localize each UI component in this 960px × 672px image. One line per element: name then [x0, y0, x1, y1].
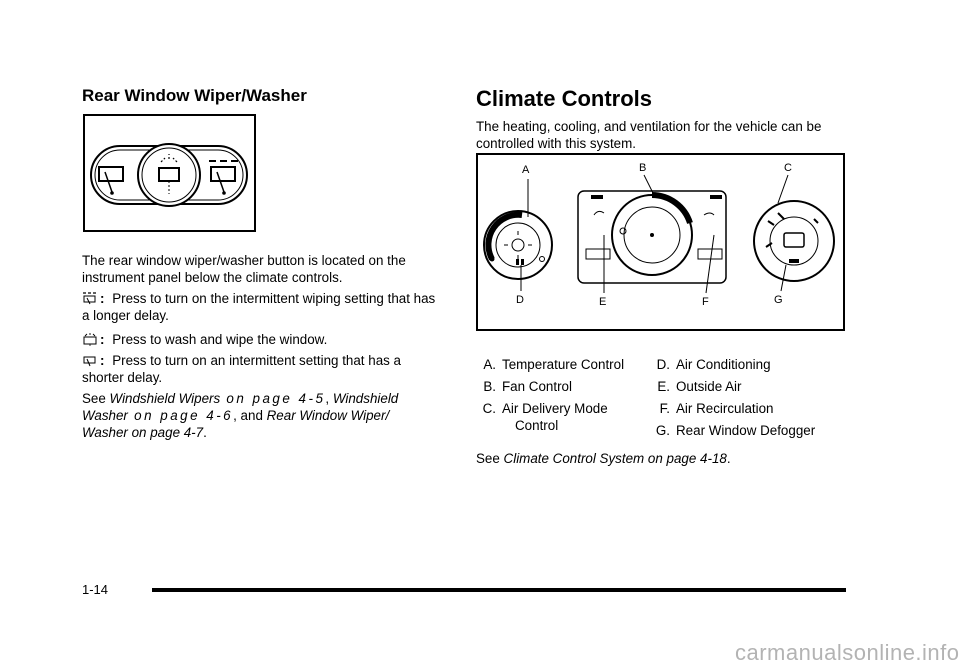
rear-wiper-item-wash — [82, 331, 442, 348]
section-heading-climate: Climate Controls — [476, 86, 653, 111]
link-rear-window-wiper[interactable]: Rear Window Wiper/ — [266, 408, 390, 423]
climate-panel-illustration — [478, 155, 843, 329]
separator: , — [325, 391, 333, 406]
link-rear-window-wiper-cont[interactable]: Washer on page 4-7 — [82, 425, 204, 440]
legend-item: E. Outside Air — [657, 379, 742, 394]
legend-item: D. Air Conditioning — [656, 357, 771, 372]
rear-wiper-switch-illustration — [85, 116, 254, 230]
intermittent-short-delay-icon — [82, 354, 98, 367]
footer-rule — [152, 588, 846, 592]
separator: , and — [233, 408, 267, 423]
climate-intro: The heating, cooling, and ventilation for the vehicle can be controlled with this system. — [476, 119, 822, 151]
rear-wiper-intro: The rear window wiper/washer button is located on the instrument panel below the climate controls. — [82, 253, 406, 285]
item-text: Press to turn on an intermittent setting that has a shorter delay. — [82, 353, 402, 385]
callout-d: D — [516, 294, 524, 306]
link-windshield-wipers[interactable]: Windshield Wipers — [109, 391, 221, 406]
see-prefix: See — [82, 391, 110, 406]
callout-a: A — [522, 164, 530, 176]
watermark: carmanualsonline.info — [735, 640, 960, 665]
legend-item-continuation: Control — [515, 418, 559, 433]
legend-item: A. Temperature Control — [483, 357, 625, 372]
link-windshield-washer[interactable]: Windshield — [332, 391, 399, 406]
period: . — [726, 451, 731, 466]
page-number: 1-14 — [82, 582, 109, 597]
period: . — [203, 425, 207, 440]
legend-left — [476, 356, 651, 434]
intermittent-long-delay-icon — [82, 292, 98, 305]
rear-wiper-see-also — [82, 390, 442, 441]
colon: : — [100, 291, 105, 306]
colon: : — [100, 353, 105, 368]
callout-b: B — [639, 162, 647, 174]
climate-control-figure — [476, 153, 845, 331]
rear-wiper-item-short-delay — [82, 352, 442, 386]
legend-right — [650, 356, 850, 439]
link-windshield-washer-cont[interactable]: Washer — [82, 408, 128, 423]
callout-e: E — [599, 296, 607, 308]
callout-g: G — [774, 294, 783, 306]
rear-wiper-item-long-delay — [82, 290, 442, 324]
link-page-ref[interactable]: on page 4-6 — [127, 408, 234, 423]
callout-f: F — [702, 296, 709, 308]
climate-see-also — [476, 450, 846, 467]
item-text: Press to wash and wipe the window. — [112, 332, 328, 347]
colon: : — [100, 332, 105, 347]
section-heading-rear-wiper: Rear Window Wiper/Washer — [82, 86, 307, 105]
rear-wiper-switch-figure — [83, 114, 256, 232]
link-page-ref[interactable]: on page 4-5 — [220, 391, 326, 406]
legend-item: G. Rear Window Defogger — [655, 423, 816, 438]
item-text: Press to turn on the intermittent wiping setting that has a longer delay. — [82, 291, 436, 323]
callout-c: C — [784, 162, 792, 174]
legend-item: C. Air Delivery Mode — [482, 401, 608, 416]
see-prefix: See — [476, 451, 504, 466]
link-climate-control-system[interactable]: Climate Control System on page 4-18 — [503, 451, 727, 466]
legend-item: F. Air Recirculation — [659, 401, 774, 416]
legend-item: B. Fan Control — [483, 379, 572, 394]
wash-icon — [82, 333, 98, 346]
